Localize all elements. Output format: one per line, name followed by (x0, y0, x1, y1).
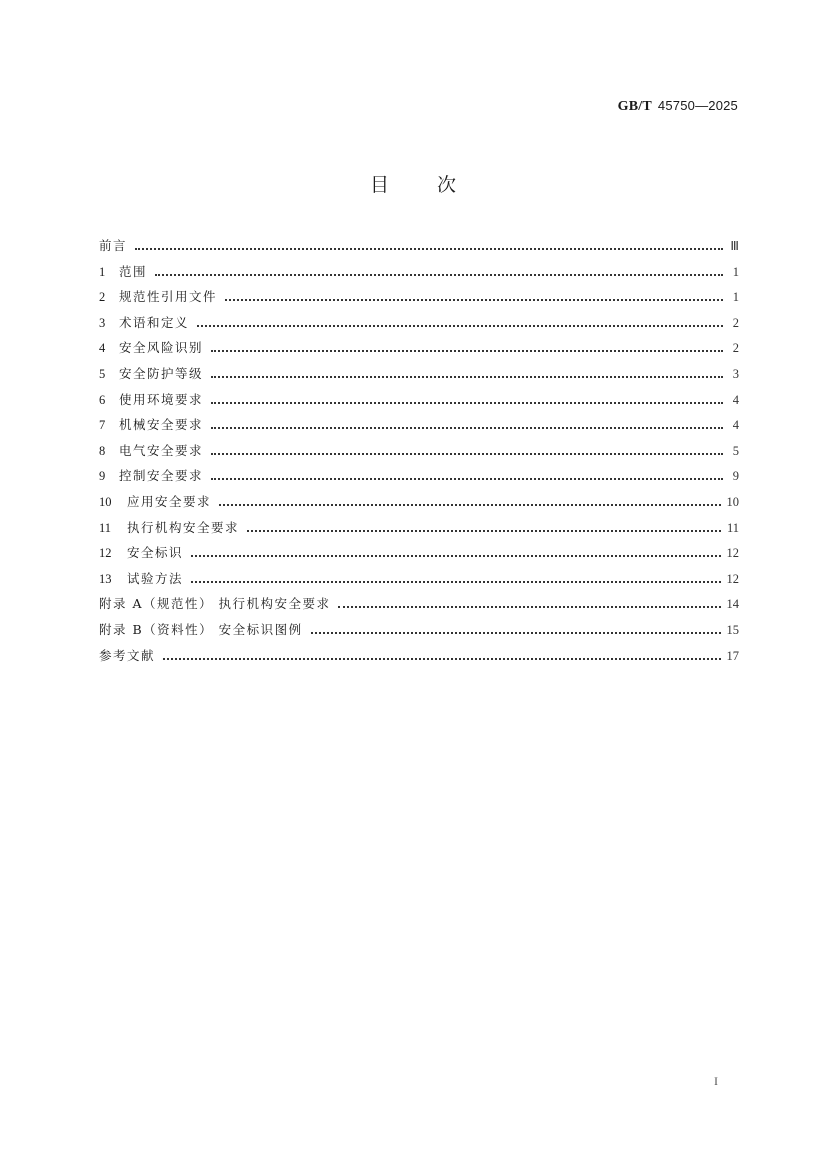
toc-entry-10[interactable] (99, 492, 739, 518)
toc-number: 6 (99, 392, 106, 407)
toc-label: 使用环境要求 (119, 391, 204, 407)
toc-number: 5 (99, 366, 106, 381)
toc-page: 12 (726, 571, 739, 586)
title-char-1: 目 (369, 174, 389, 196)
toc-number: 13 (99, 571, 112, 586)
toc-label: 安全防护等级 (119, 365, 204, 381)
toc-page: 2 (732, 315, 739, 330)
toc-entry-foreword[interactable] (99, 236, 739, 262)
toc-label: 控制安全要求 (119, 468, 204, 484)
toc-page: 2 (732, 341, 739, 356)
toc-page: Ⅲ (730, 239, 739, 253)
standard-code (618, 98, 738, 115)
toc-label: 安全标识 (127, 545, 184, 561)
toc-page: 15 (726, 622, 739, 637)
leader-dots (191, 581, 720, 583)
leader-dots (311, 632, 721, 634)
toc-number: 12 (99, 546, 112, 561)
toc-page: 10 (726, 494, 739, 509)
page-title (0, 170, 826, 197)
toc-label: 规范性引用文件 (119, 289, 218, 305)
leader-dots (211, 350, 723, 352)
toc-page: 3 (732, 366, 739, 381)
toc-entry-11[interactable] (99, 518, 739, 544)
toc-page: 17 (726, 648, 739, 663)
toc-entry-bibliography[interactable] (99, 646, 739, 672)
toc-label: 安全风险识别 (119, 340, 204, 356)
toc-number: 10 (99, 494, 112, 509)
toc-entry-12[interactable] (99, 543, 739, 569)
leader-dots (191, 555, 720, 557)
leader-dots (247, 530, 721, 532)
toc-entry-6[interactable] (99, 390, 739, 416)
toc-entry-annex-a[interactable] (99, 594, 739, 620)
toc-entry-1[interactable] (99, 262, 739, 288)
toc-page: 14 (726, 597, 739, 612)
leader-dots (211, 478, 723, 480)
leader-dots (338, 606, 720, 608)
toc-number: 8 (99, 443, 106, 458)
leader-dots (155, 274, 723, 276)
toc-page: 1 (732, 290, 739, 305)
toc-number: 4 (99, 341, 106, 356)
leader-dots (135, 248, 723, 250)
title-char-2: 次 (437, 174, 457, 196)
toc-label: 范围 (119, 263, 148, 279)
table-of-contents (99, 236, 739, 671)
leader-dots (211, 427, 723, 429)
leader-dots (163, 658, 720, 660)
toc-entry-5[interactable] (99, 364, 739, 390)
toc-label: 术语和定义 (119, 314, 190, 330)
toc-page: 4 (732, 392, 739, 407)
toc-page: 12 (726, 546, 739, 561)
toc-number: 3 (99, 315, 106, 330)
toc-entry-2[interactable] (99, 287, 739, 313)
toc-page: 1 (732, 264, 739, 279)
toc-label: 参考文献 (99, 647, 156, 663)
leader-dots (225, 299, 723, 301)
standard-prefix: GB/T (617, 99, 652, 114)
toc-entry-9[interactable] (99, 466, 739, 492)
toc-page: 4 (732, 418, 739, 433)
toc-label: 应用安全要求 (127, 493, 212, 509)
toc-page: 11 (726, 520, 739, 535)
toc-entry-4[interactable] (99, 338, 739, 364)
toc-label: 附录 A（规范性） 执行机构安全要求 (99, 596, 331, 612)
leader-dots (211, 453, 723, 455)
toc-entry-3[interactable] (99, 313, 739, 339)
leader-dots (219, 504, 720, 506)
toc-page: 5 (732, 443, 739, 458)
leader-dots (211, 376, 723, 378)
toc-label: 执行机构安全要求 (127, 519, 240, 535)
toc-label: 机械安全要求 (119, 417, 204, 433)
leader-dots (211, 402, 723, 404)
toc-number: 9 (99, 469, 106, 484)
toc-number: 2 (99, 290, 106, 305)
toc-number: 7 (99, 418, 106, 433)
toc-page: 9 (732, 469, 739, 484)
toc-entry-8[interactable] (99, 441, 739, 467)
toc-number: 1 (99, 264, 106, 279)
toc-label: 电气安全要求 (119, 442, 204, 458)
standard-number: 45750—2025 (657, 98, 738, 113)
toc-entry-7[interactable] (99, 415, 739, 441)
toc-entry-annex-b[interactable] (99, 620, 739, 646)
page-number: I (714, 1074, 718, 1088)
leader-dots (197, 325, 723, 327)
toc-label: 前言 (99, 238, 128, 253)
toc-label: 试验方法 (127, 570, 184, 586)
toc-entry-13[interactable] (99, 569, 739, 595)
toc-label: 附录 B（资料性） 安全标识图例 (99, 621, 303, 637)
toc-number: 11 (99, 520, 112, 535)
